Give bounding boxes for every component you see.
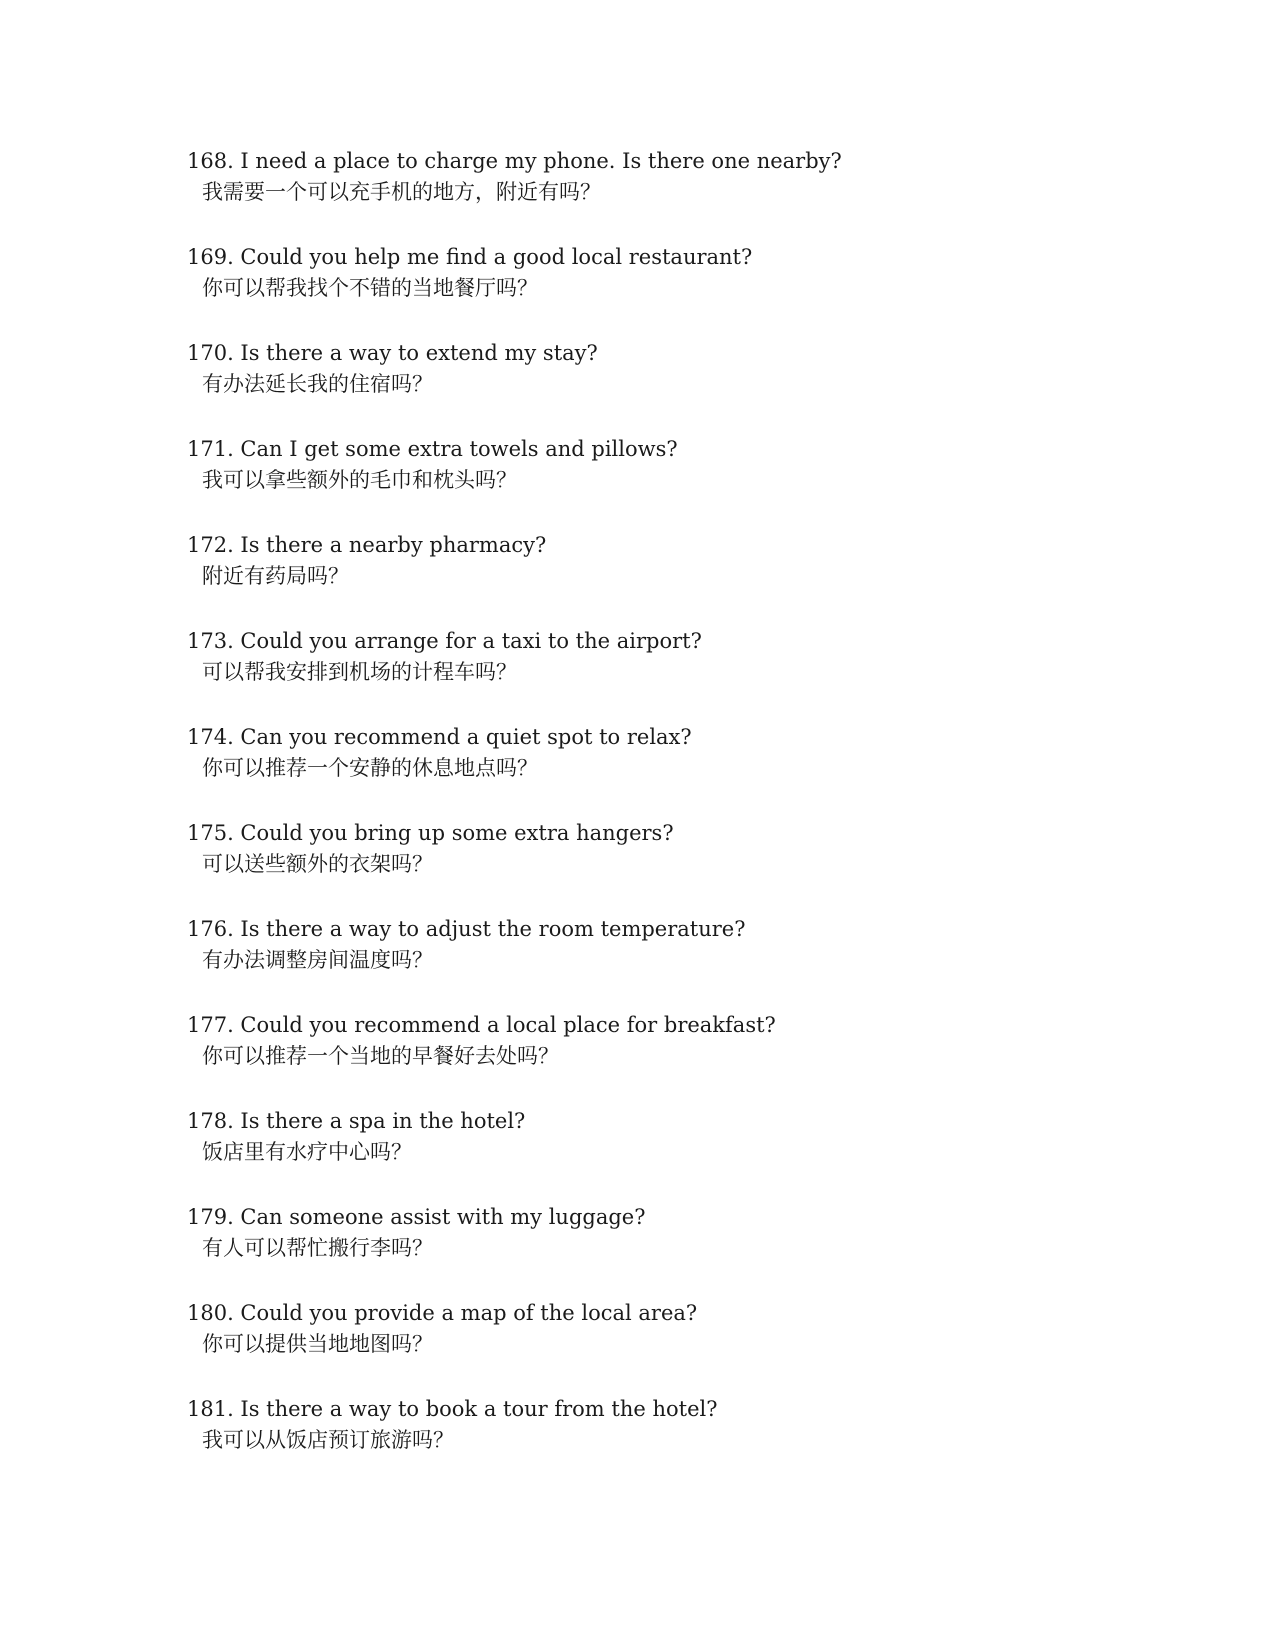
chinese-translation: 有办法延长我的住宿吗？: [202, 372, 433, 396]
english-sentence: 180. Could you provide a map of the local area?: [187, 1301, 698, 1325]
chinese-translation: 我可以拿些额外的毛巾和枕头吗？: [202, 468, 517, 492]
phrase-item: [187, 146, 1087, 242]
chinese-translation: 可以帮我安排到机场的计程车吗？: [202, 660, 517, 684]
phrase-item: [187, 242, 1087, 338]
english-sentence: 171. Can I get some extra towels and pillows?: [187, 437, 678, 461]
phrase-item: [187, 626, 1087, 722]
chinese-translation: 我需要一个可以充手机的地方，附近有吗？: [202, 180, 601, 204]
chinese-translation: 有人可以帮忙搬行李吗？: [202, 1236, 433, 1260]
english-sentence: 175. Could you bring up some extra hangers?: [187, 821, 674, 845]
phrase-item: [187, 914, 1087, 1010]
chinese-translation: 你可以提供当地地图吗？: [202, 1332, 433, 1356]
phrase-item: [187, 434, 1087, 530]
phrase-item: [187, 818, 1087, 914]
chinese-translation: 你可以推荐一个安静的休息地点吗？: [202, 756, 538, 780]
phrase-item: [187, 1106, 1087, 1202]
phrase-item: [187, 1394, 1087, 1490]
english-sentence: 176. Is there a way to adjust the room temperature?: [187, 917, 746, 941]
english-sentence: 178. Is there a spa in the hotel?: [187, 1109, 526, 1133]
phrase-item: [187, 1202, 1087, 1298]
english-sentence: 168. I need a place to charge my phone. Is there one nearby?: [187, 149, 842, 173]
phrase-item: [187, 338, 1087, 434]
chinese-translation: 你可以帮我找个不错的当地餐厅吗？: [202, 276, 538, 300]
chinese-translation: 你可以推荐一个当地的早餐好去处吗？: [202, 1044, 559, 1068]
chinese-translation: 附近有药局吗？: [202, 564, 349, 588]
english-sentence: 179. Can someone assist with my luggage?: [187, 1205, 646, 1229]
chinese-translation: 我可以从饭店预订旅游吗？: [202, 1428, 454, 1452]
english-sentence: 169. Could you help me find a good local restaurant?: [187, 245, 753, 269]
english-sentence: 177. Could you recommend a local place for breakfast?: [187, 1013, 776, 1037]
english-sentence: 181. Is there a way to book a tour from the hotel?: [187, 1397, 718, 1421]
english-sentence: 170. Is there a way to extend my stay?: [187, 341, 598, 365]
chinese-translation: 饭店里有水疗中心吗？: [202, 1140, 412, 1164]
english-sentence: 174. Can you recommend a quiet spot to relax?: [187, 725, 692, 749]
english-sentence: 173. Could you arrange for a taxi to the airport?: [187, 629, 702, 653]
chinese-translation: 有办法调整房间温度吗？: [202, 948, 433, 972]
phrase-list: [187, 146, 1087, 1490]
phrase-item: [187, 1010, 1087, 1106]
english-sentence: 172. Is there a nearby pharmacy?: [187, 533, 547, 557]
phrase-item: [187, 722, 1087, 818]
phrase-item: [187, 530, 1087, 626]
chinese-translation: 可以送些额外的衣架吗？: [202, 852, 433, 876]
phrase-item: [187, 1298, 1087, 1394]
